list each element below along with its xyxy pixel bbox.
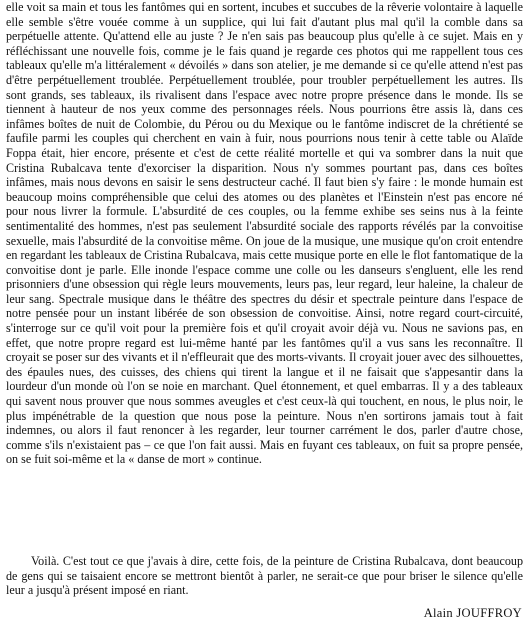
body-paragraph: elle voit sa main et tous les fantômes qui en sortent, incubes et succubes de la rêverie volontaire à laquelle elle semble s'être vouée comme à un supplice, qui lui fait d'autant plus mal qu'il la comble dans sa perpétuelle attente. Qu'attend elle au juste ? Je n'en sais pas beaucoup plus qu'elle à ce sujet. Mais en y réfléchissant une nouvelle fois, comme je le fais quand je regarde ces photos qui me rappellent tous ces tableaux qu'elle m'a littéralement « dévoilés » dans son atelier, je me demande si ce qu'elle attend n'est pas d'être perpétuellement troublée. Perpétuellement troublée, pour troubler perpétuellement les autres. Ils sont grands, ses tableaux, ils rivalisent dans l'espace avec notre propre présence dans le monde. Ils se tiennent à hauteur de nos yeux comme des personnages réels. Nous pourrions être assis là, dans ces infâmes boîtes de nuit de Colombie, du Pérou ou du Mexique ou le fantôme indiscret de la chrétienté se faufile parmi les couples qui cherchent en vain à fuir, nous pourrions nous tenir à cette table ou Alaïde Foppa était, hier encore, présente et c'est de cette réalité mortelle et qui va sombrer dans la nuit que Cristina Rubalcava tente d'exorciser la disparition. Nous n'y sommes pourtant pas, dans ces boîtes infâmes, mais nous devons en saisir le sens destructeur caché. Il faut bien s'y faire : le monde humain est beaucoup moins compréhensible que celui des atomes ou des planètes et l'Einstein n'est pas encore né pour nous livrer la formule. L'absurdité de ces couples, ou la femme exhibe ses seins nus à la feinte sentimentalité des hommes, n'est pas seulement l'absurdité sociale des rapports révélés par la convoitise sexuelle, mais l'absurdité de la convoitise même. On joue de la musique, une musique qu'on croit entendre en regardant les tableaux de Cristina Rubalcava, mais cette musique porte en elle le flot fantomatique de la convoitise dont je parle. Elle inonde l'espace comme une colle ou les danseurs s'engluent, elle les rend prisonniers d'une obsession qui règle leurs mouvements, leurs pas, leur regard, leur haleine, la chaleur de leur sang. Spectrale musique dans le théâtre des spectres du désir et spectrale peinture dans l'espace de notre pensée pour un instant libérée de son obsession de convoitise. Ainsi, notre regard court-circuité, s'interroge sur ce qu'il voit pour la première fois et qu'il croyait avoir déjà vu. Nous ne savions pas, en effet, que notre propre regard est lui-même hanté par les fantômes qu'il a vus sans les reconnaître. Il croyait se poser sur des vivants et il n'effleurait que des morts-vivants. Il croyait jouer avec des silhouettes, des épaules nues, des cuisses, des chiens qui tirent la langue et il ne faisait que s'appesantir dans la lourdeur d'un monde où l'on se noie en marchant. Quel étonnement, et quel embarras. Il y a des tableaux qui savent nous prouver que nous sommes aveugles et c'est ceux-là qui touchent, en nous, le plus noir, le plus impénétrable de la question que nous pose la peinture. Nous n'en sortirons jamais tout à fait indemnes, ou alors il faut renoncer à les regarder, leur tourner carrément le dos, parler d'autre chose, comme s'ils n'existaient pas – ce que l'on fait aussi. Mais en fuyant ces tableaux, on fuit sa propre pensée, on se fuit soi-même et la « danse de mort » continue. [6, 0, 523, 467]
author-signature: Alain JOUFFROY [423, 606, 522, 620]
closing-paragraph: Voilà. C'est tout ce que j'avais à dire, cette fois, de la peinture de Cristina Rubalcava, dont beaucoup de gens qui se taisaient encore se mettront bientôt à parler, ne serait-ce que pour briser le silence qu'elle leur a jusqu'à présent imposé en riant. [6, 554, 523, 598]
